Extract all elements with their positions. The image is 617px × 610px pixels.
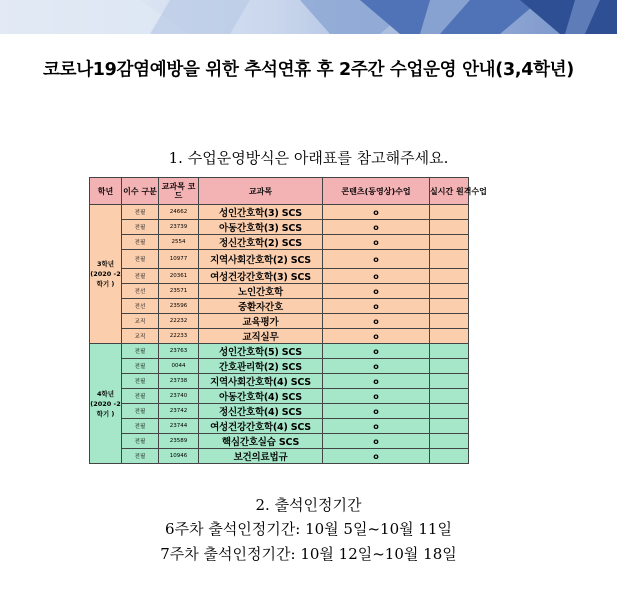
code-cell: 0044 <box>159 359 199 374</box>
content-class-cell: o <box>323 329 430 344</box>
code-cell: 22233 <box>159 329 199 344</box>
section-2-heading: 2. 출석인정기간 <box>255 496 362 514</box>
realtime-class-cell <box>430 404 469 419</box>
code-cell: 10946 <box>159 449 199 464</box>
realtime-class-cell <box>430 449 469 464</box>
table-row <box>90 329 469 344</box>
header-division: 이수 구분 <box>122 178 159 205</box>
subject-cell: 지역사회간호학(2) SCS <box>199 250 323 269</box>
table-row <box>90 389 469 404</box>
code-cell: 23742 <box>159 404 199 419</box>
realtime-class-cell <box>430 205 469 220</box>
code-cell: 10977 <box>159 250 199 269</box>
table-row <box>90 449 469 464</box>
content-class-cell: o <box>323 404 430 419</box>
subject-cell: 아동간호학(4) SCS <box>199 389 323 404</box>
table-row <box>90 314 469 329</box>
content-class-cell: o <box>323 284 430 299</box>
division-cell: 전필 <box>122 359 159 374</box>
division-cell: 전필 <box>122 434 159 449</box>
code-cell: 23596 <box>159 299 199 314</box>
subject-cell: 정신간호학(2) SCS <box>199 235 323 250</box>
division-cell: 전필 <box>122 404 159 419</box>
realtime-class-cell <box>430 250 469 269</box>
code-cell: 23740 <box>159 389 199 404</box>
content-class-cell: o <box>323 299 430 314</box>
division-cell: 전필 <box>122 344 159 359</box>
content-class-cell: o <box>323 220 430 235</box>
subject-cell: 여성건강간호학(4) SCS <box>199 419 323 434</box>
table-row <box>90 374 469 389</box>
header-subject: 교과목 <box>199 178 323 205</box>
table-header-row <box>90 178 469 205</box>
content-class-cell: o <box>323 269 430 284</box>
division-cell: 전필 <box>122 419 159 434</box>
header-banner <box>0 0 617 34</box>
division-cell: 전필 <box>122 235 159 250</box>
table-row <box>90 434 469 449</box>
subject-cell: 성인간호학(5) SCS <box>199 344 323 359</box>
subject-cell: 중환자간호 <box>199 299 323 314</box>
subject-cell: 아동간호학(3) SCS <box>199 220 323 235</box>
realtime-class-cell <box>430 434 469 449</box>
header-content-class: 콘텐츠(동영상)수업 <box>323 178 430 205</box>
subject-cell: 간호관리학(2) SCS <box>199 359 323 374</box>
code-cell: 23571 <box>159 284 199 299</box>
subject-cell: 교직실무 <box>199 329 323 344</box>
subject-cell: 정신간호학(4) SCS <box>199 404 323 419</box>
attendance-week7: 7주차 출석인정기간: 10월 12일~10월 18일 <box>160 545 457 563</box>
table-row <box>90 284 469 299</box>
division-cell: 교직 <box>122 314 159 329</box>
realtime-class-cell <box>430 235 469 250</box>
subject-cell: 핵심간호실습 SCS <box>199 434 323 449</box>
subject-cell: 성인간호학(3) SCS <box>199 205 323 220</box>
realtime-class-cell <box>430 314 469 329</box>
table-row <box>90 299 469 314</box>
year-group-label: 4학년 (2020 -2학기 ) <box>90 344 122 464</box>
table-row <box>90 250 469 269</box>
realtime-class-cell <box>430 419 469 434</box>
header-year: 학년 <box>90 178 122 205</box>
table-row <box>90 220 469 235</box>
table-row <box>90 205 469 220</box>
table-row <box>90 359 469 374</box>
year-group-label: 3학년 (2020 -2학기 ) <box>90 205 122 344</box>
code-cell: 23738 <box>159 374 199 389</box>
code-cell: 20361 <box>159 269 199 284</box>
subject-cell: 보건의료법규 <box>199 449 323 464</box>
code-cell: 23763 <box>159 344 199 359</box>
attendance-week6: 6주차 출석인정기간: 10월 5일~10월 11일 <box>165 520 452 538</box>
content-class-cell: o <box>323 419 430 434</box>
realtime-class-cell <box>430 284 469 299</box>
realtime-class-cell <box>430 389 469 404</box>
header-code: 교과목 코드 <box>159 178 199 205</box>
code-cell: 23744 <box>159 419 199 434</box>
subject-cell: 여성건강간호학(3) SCS <box>199 269 323 284</box>
banner-graphic <box>0 0 617 34</box>
subject-cell: 노인간호학 <box>199 284 323 299</box>
division-cell: 전필 <box>122 220 159 235</box>
code-cell: 22232 <box>159 314 199 329</box>
content-class-cell: o <box>323 314 430 329</box>
content-class-cell: o <box>323 359 430 374</box>
realtime-class-cell <box>430 374 469 389</box>
content-class-cell: o <box>323 250 430 269</box>
division-cell: 전선 <box>122 284 159 299</box>
realtime-class-cell <box>430 269 469 284</box>
code-cell: 24662 <box>159 205 199 220</box>
division-cell: 전필 <box>122 250 159 269</box>
table-row <box>90 269 469 284</box>
table-row <box>90 235 469 250</box>
division-cell: 전필 <box>122 269 159 284</box>
table-row <box>90 404 469 419</box>
realtime-class-cell <box>430 359 469 374</box>
division-cell: 전필 <box>122 449 159 464</box>
division-cell: 전필 <box>122 205 159 220</box>
content-class-cell: o <box>323 344 430 359</box>
division-cell: 전선 <box>122 299 159 314</box>
class-schedule-table <box>89 177 487 464</box>
realtime-class-cell <box>430 344 469 359</box>
code-cell: 23739 <box>159 220 199 235</box>
realtime-class-cell <box>430 329 469 344</box>
code-cell: 23589 <box>159 434 199 449</box>
content-class-cell: o <box>323 235 430 250</box>
division-cell: 전필 <box>122 374 159 389</box>
header-realtime-class: 실시간 원격수업 <box>430 178 469 205</box>
realtime-class-cell <box>430 299 469 314</box>
table-body <box>90 205 469 464</box>
realtime-class-cell <box>430 220 469 235</box>
page-title: 코로나19감염예방을 위한 추석연휴 후 2주간 수업운영 안내(3,4학년) <box>42 60 574 80</box>
content-class-cell: o <box>323 374 430 389</box>
subject-cell: 교육평가 <box>199 314 323 329</box>
section-1-heading: 1. 수업운영방식은 아래표를 참고해주세요. <box>168 149 449 167</box>
division-cell: 교직 <box>122 329 159 344</box>
table-row <box>90 419 469 434</box>
content-class-cell: o <box>323 389 430 404</box>
table-row <box>90 344 469 359</box>
content-class-cell: o <box>323 434 430 449</box>
content-class-cell: o <box>323 205 430 220</box>
subject-cell: 지역사회간호학(4) SCS <box>199 374 323 389</box>
division-cell: 전필 <box>122 389 159 404</box>
code-cell: 2554 <box>159 235 199 250</box>
content-class-cell: o <box>323 449 430 464</box>
